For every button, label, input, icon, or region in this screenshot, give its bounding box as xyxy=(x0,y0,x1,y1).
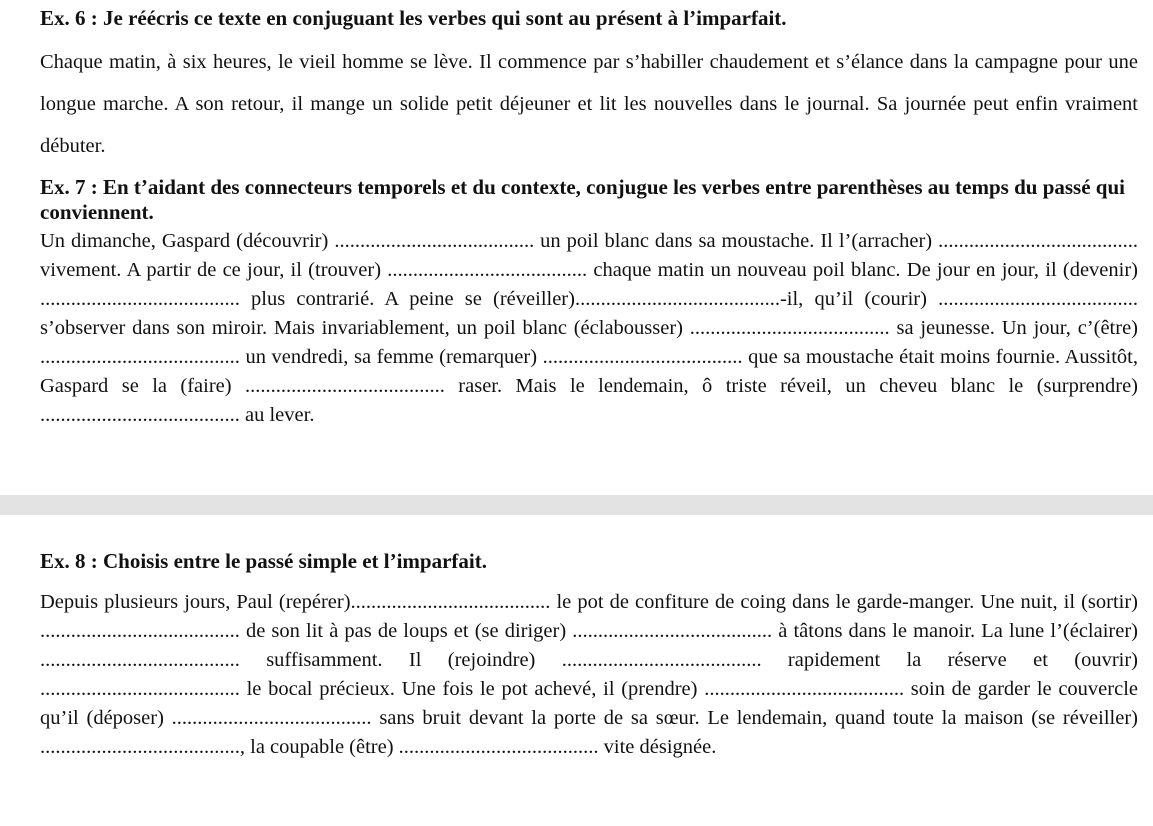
exercise-7-text: Un dimanche, Gaspard (découvrir) ....................................... un poil blanc dans sa moustache. Il l’(arracher) ....................................... vivement. A partir de ce jour, il (trouver) ....................................... chaque matin un nouveau poil blanc. De jour en jour, il (devenir) ....................................... plus contrarié. A peine se (réveiller)........................................-il, qu’il (courir) ....................................... s’observer dans son miroir. Mais invariablement, un poil blanc (éclabousser) ....................................... sa jeunesse. Un jour, c’(être) ....................................... un vendredi, sa femme (remarquer) ....................................... que sa moustache était moins fournie. Aussitôt, Gaspard se la (faire) ....................................... raser. Mais le lendemain, ô triste réveil, un cheveu blanc le (surprendre) ....................................... au lever. xyxy=(40,230,1138,426)
exercise-7-title: Ex. 7 : En t’aidant des connecteurs temporels et du contexte, conjugue les verbes entre parenthèses au temps du passé qui conviennent. xyxy=(40,175,1125,224)
exercise-6-title: Ex. 6 : Je réécris ce texte en conjuguant les verbes qui sont au présent à l’imparfait. xyxy=(40,6,787,30)
exercise-8-title: Ex. 8 : Choisis entre le passé simple et l’imparfait. xyxy=(40,549,487,573)
exercise-6 xyxy=(40,6,1138,167)
exercise-8-text: Depuis plusieurs jours, Paul (repérer)....................................... le pot de confiture de coing dans le garde-manger. Une nuit, il (sortir) ....................................... de son lit à pas de loups et (se diriger) ....................................... à tâtons dans le manoir. La lune l’(éclairer) ....................................... suffisamment. Il (rejoindre) ....................................... rapidement la réserve et (ouvrir) ....................................... le bocal précieux. Une fois le pot achevé, il (prendre) ....................................... soin de garder le couvercle qu’il (déposer) ....................................... sans bruit devant la porte de sa sœur. Le lendemain, quand toute la maison (se réveiller) ......................................., la coupable (être) ....................................... vite désignée. xyxy=(40,591,1138,758)
page-divider xyxy=(0,495,1153,515)
exercise-6-text: Chaque matin, à six heures, le vieil homme se lève. Il commence par s’habiller chaudement et s’élance dans la campagne pour une longue marche. A son retour, il mange un solide petit déjeuner et lit les nouvelles dans le journal. Sa journée peut enfin vraiment débuter. xyxy=(40,51,1138,157)
exercise-7 xyxy=(40,175,1138,430)
exercise-8 xyxy=(40,549,1138,762)
